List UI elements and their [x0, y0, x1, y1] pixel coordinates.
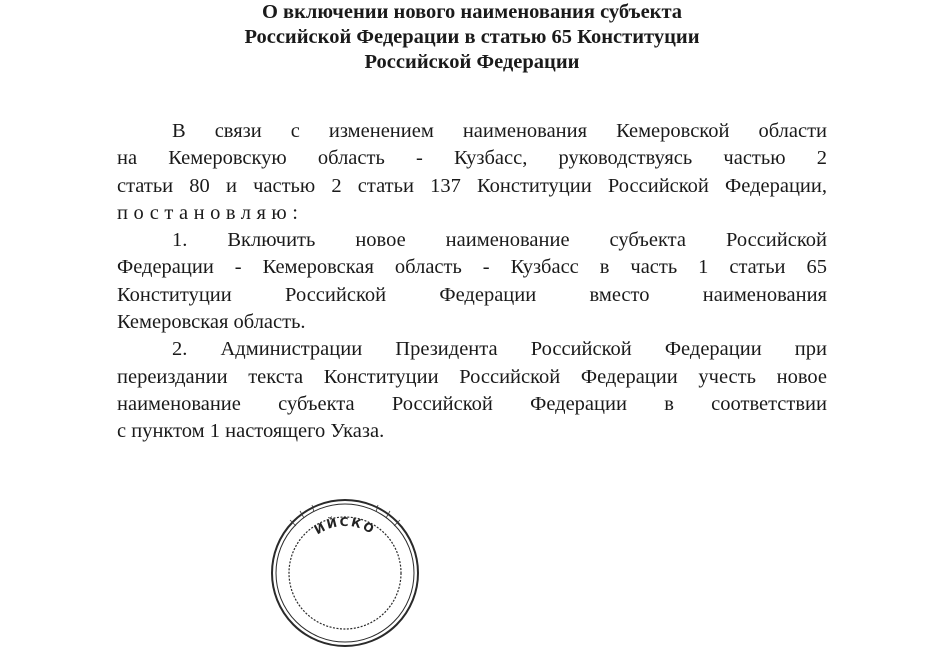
title-line: Российской Федерации — [364, 51, 580, 73]
document-body — [117, 118, 827, 446]
preamble-line: статьи 80 и частью 2 статьи 137 Конституции Российской Федерации, — [117, 174, 827, 197]
paragraph-2-line: наименование субъекта Российской Федерации в соответствии — [117, 392, 827, 415]
paragraph-2-line: с пунктом 1 настоящего Указа. — [117, 420, 385, 443]
preamble-line: В связи с изменением наименования Кемеровской области — [172, 120, 827, 142]
decree-word: постановляю: — [117, 201, 304, 224]
paragraph-2-line: переиздании текста Конституции Российской Федерации учесть новое — [117, 365, 827, 388]
document-title — [0, 0, 944, 75]
svg-text:ИЙСКО — [312, 514, 378, 537]
preamble-line: на Кемеровскую область - Кузбасс, руководствуясь частью 2 — [117, 147, 827, 170]
paragraph-1-line: Кемеровская область. — [117, 311, 306, 334]
paragraph-1-line: Федерации - Кемеровская область - Кузбасс в часть 1 статьи 65 — [117, 256, 827, 279]
title-line: О включении нового наименования субъекта — [261, 1, 683, 23]
paragraph-2-line: 2. Администрации Президента Российской Федерации при — [172, 338, 827, 361]
seal-text: ИЙСКО — [311, 514, 379, 538]
title-line: Российской Федерации в статью 65 Конституции — [244, 26, 700, 48]
official-seal — [270, 498, 420, 648]
paragraph-1-line: 1. Включить новое наименование субъекта Российской — [172, 229, 827, 252]
paragraph-1-line: Конституции Российской Федерации вместо наименования — [117, 283, 827, 306]
